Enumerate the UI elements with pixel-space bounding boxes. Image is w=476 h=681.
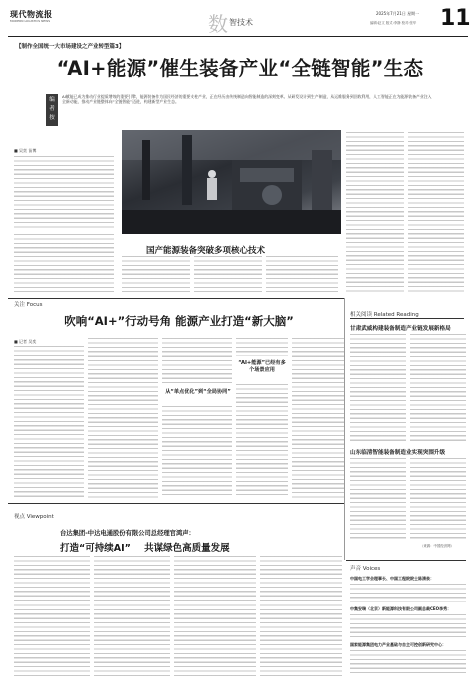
mid-col-b — [194, 256, 262, 292]
voice-3-body — [350, 650, 466, 676]
related-headline-1: 甘肃武威构建装备制造产业链发展新格局 — [350, 326, 451, 332]
focus-col-5 — [292, 338, 344, 498]
mid-col-c — [266, 256, 338, 292]
page-number: 11 — [440, 6, 471, 31]
focus-byline: ■ 记者 吴奕 — [14, 339, 37, 344]
voice-2-body — [350, 614, 466, 638]
section-char: 数 — [208, 12, 228, 36]
issue-date: 2025年7月21日 星期一 — [376, 11, 420, 16]
col1-subhead: ■ 吴奕 苗博 — [14, 148, 37, 153]
paper-name-en: MODERN LOGISTICS NEWS — [10, 19, 51, 23]
series-label: 【制作全国统一大市场建设之产业转型篇3】 — [16, 44, 125, 50]
main-headline: “AI+能源”催生装备产业“全链智能”生态 — [56, 57, 424, 80]
col1-body-lower — [14, 234, 114, 292]
viewpoint-col-3 — [174, 556, 256, 676]
pullout-title-1: 从“单点优化”到“全局协同” — [165, 389, 231, 395]
editor-note-badge — [46, 94, 58, 126]
related-body-1a — [350, 334, 406, 442]
focus-label: 关注 Focus — [14, 302, 43, 308]
focus-col-4a — [236, 338, 288, 356]
paper-name: 现代物流报 — [10, 10, 53, 19]
viewpoint-headline-2: 打造“可持续AI” 共谋绿色高质量发展 — [60, 543, 230, 554]
focus-col-3a — [162, 338, 232, 386]
related-rule — [350, 318, 464, 319]
pullout-title-2: “AI+能源”已经有多个场景应用 — [238, 360, 286, 373]
section-divider-2 — [8, 503, 344, 504]
voices-label: 声音 Voices — [350, 566, 381, 572]
viewpoint-col-1 — [14, 556, 90, 676]
voice-3-title: 国家能源集团电力产业基础与自主可控创新研究中心： — [350, 642, 446, 647]
viewpoint-headline-1: 台达集团-中达电通股份有限公司总经理官鸿声： — [60, 530, 195, 537]
right-col-a — [346, 132, 404, 292]
right-divider — [344, 298, 345, 560]
voice-2-title: 中集安瑞（北京）新能源科技有限公司副总裁CEO李秀： — [350, 606, 452, 611]
related-body-1b — [410, 334, 466, 442]
col1-body — [14, 156, 114, 230]
editor-note-label: 编者按 — [49, 97, 55, 121]
page-editor: 编辑:赵文 版式:李静 校对:张华 — [370, 21, 417, 25]
focus-col-2 — [88, 338, 158, 498]
viewpoint-label: 视点 Viewpoint — [14, 514, 54, 520]
masthead — [0, 0, 476, 38]
viewpoint-col-2 — [94, 556, 170, 676]
related-body-2b — [410, 458, 466, 540]
factory-scene — [122, 130, 341, 234]
hero-photo — [122, 130, 341, 234]
related-body-2a — [350, 458, 406, 540]
focus-col-1 — [14, 346, 84, 498]
focus-col-3b — [162, 406, 232, 498]
section-divider-3 — [346, 560, 466, 561]
section-divider-1 — [8, 298, 344, 299]
voice-1-title: 中国电工学会理事长、中国工程院院士陈清泉： — [350, 576, 434, 581]
section-title: 智技术 — [229, 18, 253, 27]
focus-col-4b — [236, 384, 288, 498]
focus-headline: 吹响“AI+”行动号角 能源产业打造“新大脑” — [64, 314, 294, 328]
related-headline-2: 山东临清智能装备制造业实现突围升级 — [350, 450, 446, 456]
editor-note-text: AI赋能已成为推动行业提质增效的重要引擎，能源装备作为国民经济的重要支柱产业，正在经历由传统制造向智能制造的深刻变革。从研发设计到生产制造，从运维服务到回收利用，人工智能正在为能源装备产业注入全新动能，推动产业链整体向“全链智能”迈进，构建新型产业生态。 — [62, 94, 432, 105]
voice-1-body — [350, 584, 466, 602]
viewpoint-col-4 — [260, 556, 342, 676]
masthead-rule — [8, 36, 468, 37]
photo-caption: 国产能源装备突破多项核心技术 — [146, 246, 266, 256]
mid-col-a — [122, 256, 190, 292]
right-col-b — [408, 132, 464, 292]
related-label: 相关阅读 Related Reading — [350, 312, 419, 318]
source-credit: （来源：中国经济网） — [420, 544, 454, 548]
